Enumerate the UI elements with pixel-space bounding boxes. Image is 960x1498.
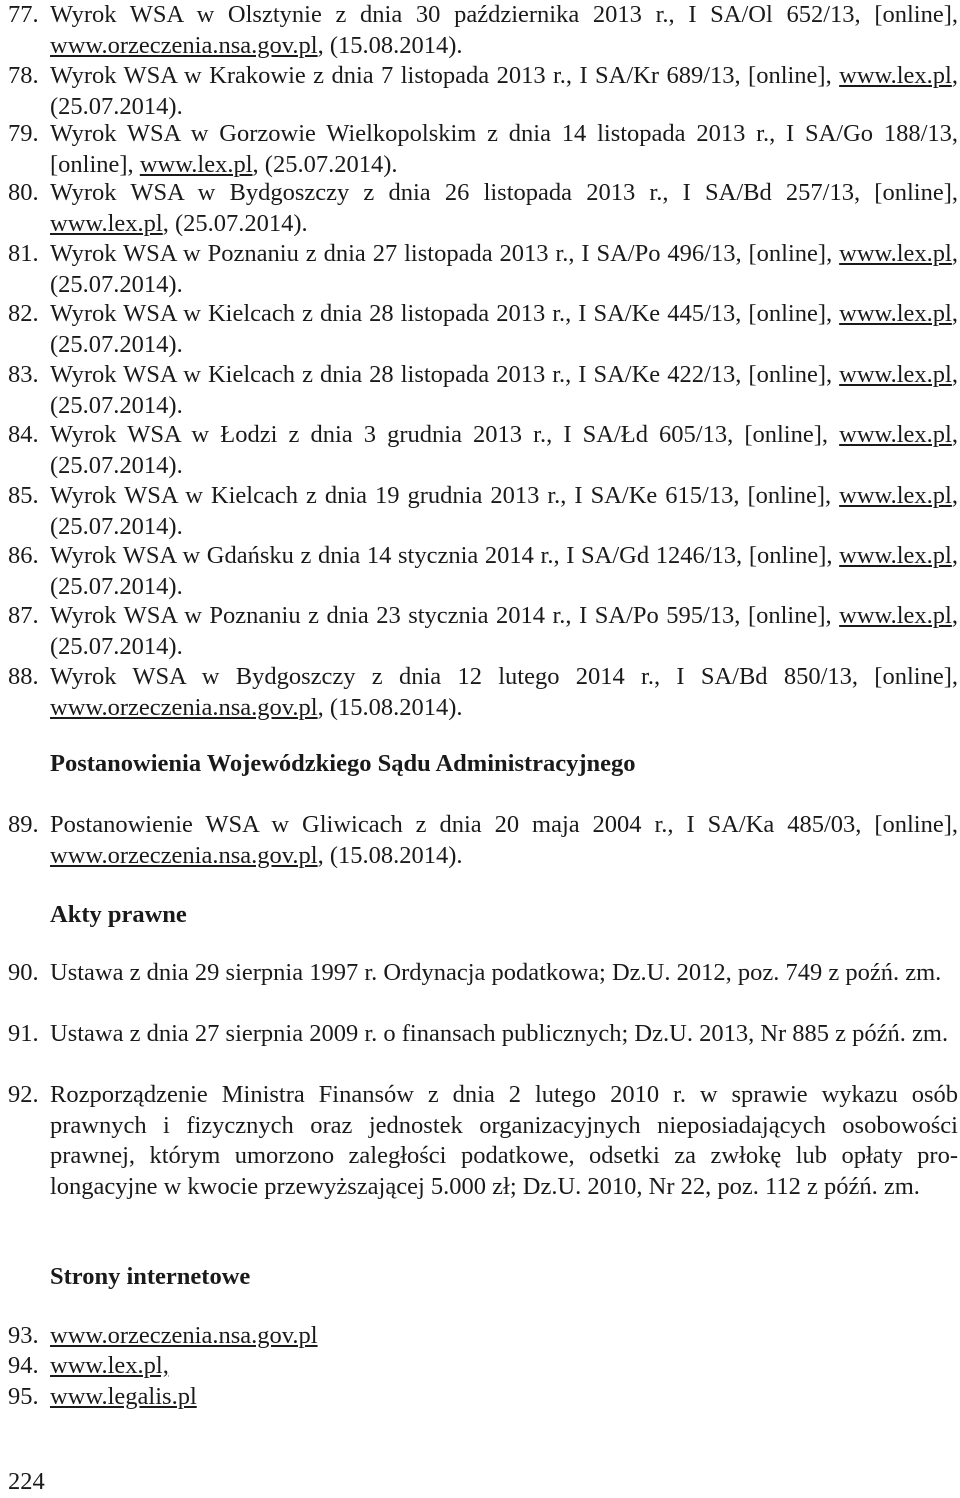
reference-item — [8, 1019, 958, 1050]
reference-text: Wyrok WSA w Kielcach z dnia 28 listopada 2013 r., I SA/Ke 445/13, [online], — [50, 300, 840, 327]
reference-number: 79. — [8, 120, 39, 147]
reference-item — [8, 119, 958, 180]
reference-number: 83. — [8, 361, 39, 388]
reference-link[interactable]: www.lex.pl — [839, 300, 952, 327]
section-heading-akty-prawne: Akty prawne — [50, 901, 187, 928]
reference-tail: , (25.07.2014). — [50, 240, 958, 298]
reference-number: 87. — [8, 602, 39, 629]
reference-text: Wyrok WSA w Bydgoszczy z dnia 26 listopada 2013 r., I SA/Bd 257/13, [online], — [50, 179, 958, 206]
reference-link[interactable]: www.lex.pl — [839, 361, 952, 388]
reference-text: Wyrok WSA w Poznaniu z dnia 27 listopada 2013 r., I SA/Po 496/13, [online], — [50, 240, 840, 267]
reference-link[interactable]: www.lex.pl — [839, 62, 952, 89]
reference-number: 88. — [8, 663, 39, 690]
reference-text: Wyrok WSA w Kielcach z dnia 28 listopada 2013 r., I SA/Ke 422/13, [online], — [50, 361, 840, 388]
section-heading-postanowienia: Postanowienia Wojewódzkiego Sądu Administracyjnego — [50, 750, 636, 777]
reference-item — [8, 810, 958, 871]
reference-tail: , (25.07.2014). — [162, 209, 308, 237]
reference-text: Postanowienie WSA w Gliwicach z dnia 20 maja 2004 r., I SA/Ka 485/03, [online], — [50, 811, 958, 838]
reference-number: 93. — [8, 1322, 39, 1349]
reference-item — [8, 239, 958, 300]
reference-tail: , (15.08.2014). — [317, 693, 463, 721]
section-heading-strony-internetowe: Strony internetowe — [50, 1263, 251, 1290]
reference-link[interactable]: www.orzeczenia.nsa.gov.pl — [50, 841, 318, 869]
reference-link[interactable]: www.lex.pl — [839, 482, 952, 509]
reference-text: Wyrok WSA w Poznaniu z dnia 23 stycznia 2014 r., I SA/Po 595/13, [online], — [50, 602, 840, 629]
reference-item — [8, 541, 958, 602]
reference-link[interactable]: www.orzeczenia.nsa.gov.pl — [50, 31, 318, 59]
reference-number: 95. — [8, 1383, 39, 1410]
reference-number: 86. — [8, 542, 39, 569]
page-number: 224 — [8, 1468, 45, 1495]
reference-number: 77. — [8, 1, 39, 28]
reference-number: 92. — [8, 1081, 39, 1108]
reference-number: 91. — [8, 1020, 39, 1047]
reference-tail: , (25.07.2014). — [50, 542, 958, 600]
reference-item — [8, 1382, 958, 1413]
reference-number: 78. — [8, 62, 39, 89]
reference-number: 89. — [8, 811, 39, 838]
reference-text: Ustawa z dnia 29 sierpnia 1997 r. Ordynacja podatkowa; Dz.U. 2012, poz. 749 z poźń. zm. — [50, 959, 942, 986]
reference-tail: , (25.07.2014). — [50, 482, 958, 540]
reference-link[interactable]: www.orzeczenia.nsa.gov.pl — [50, 693, 318, 721]
reference-item — [8, 61, 958, 122]
reference-number: 85. — [8, 482, 39, 509]
reference-number: 84. — [8, 421, 39, 448]
reference-item — [8, 1321, 958, 1352]
reference-tail: , (25.07.2014). — [50, 361, 958, 419]
reference-link[interactable]: www.lex.pl — [839, 421, 952, 448]
reference-link[interactable]: www.lex.pl — [839, 602, 952, 629]
reference-link[interactable]: www.orzeczenia.nsa.gov.pl — [50, 1322, 318, 1349]
reference-link[interactable]: www.lex.pl, — [50, 1352, 169, 1379]
reference-item — [8, 601, 958, 662]
reference-tail: , (15.08.2014). — [317, 31, 463, 59]
reference-tail: , (25.07.2014). — [50, 602, 958, 660]
reference-number: 82. — [8, 300, 39, 327]
reference-item — [8, 1351, 958, 1382]
reference-item — [8, 958, 958, 989]
reference-link[interactable]: www.lex.pl — [139, 150, 253, 178]
reference-item — [8, 1080, 958, 1203]
reference-link[interactable]: www.lex.pl — [50, 209, 163, 237]
reference-text: Wyrok WSA w Łodzi z dnia 3 grudnia 2013 r., I SA/Łd 605/13, [online], — [50, 421, 840, 448]
reference-tail: , (25.07.2014). — [252, 150, 398, 178]
reference-text: Wyrok WSA w Bydgoszczy z dnia 12 lutego 2014 r., I SA/Bd 850/13, [online], — [50, 663, 958, 690]
reference-text: Wyrok WSA w Gdańsku z dnia 14 stycznia 2014 r., I SA/Gd 1246/13, [online], — [50, 542, 840, 569]
reference-item — [8, 420, 958, 481]
reference-link[interactable]: www.lex.pl — [839, 240, 952, 267]
reference-number: 80. — [8, 179, 39, 206]
reference-tail: , (15.08.2014). — [317, 841, 463, 869]
reference-item — [8, 0, 958, 61]
reference-text: Ustawa z dnia 27 sierpnia 2009 r. o finansach publicznych; Dz.U. 2013, Nr 885 z późń. zm. — [50, 1020, 949, 1047]
reference-text: Wyrok WSA w Krakowie z dnia 7 listopada 2013 r., I SA/Kr 689/13, [online], — [50, 62, 840, 89]
reference-link[interactable]: www.legalis.pl — [50, 1383, 197, 1410]
reference-text: Wyrok WSA w Olsztynie z dnia 30 października 2013 r., I SA/Ol 652/13, [online], — [50, 1, 958, 28]
reference-number: 81. — [8, 240, 39, 267]
reference-number: 94. — [8, 1352, 39, 1379]
reference-number: 90. — [8, 959, 39, 986]
reference-tail: , (25.07.2014). — [50, 62, 958, 120]
reference-tail: , (25.07.2014). — [50, 300, 958, 358]
reference-item — [8, 178, 958, 239]
reference-item — [8, 360, 958, 421]
reference-text: Wyrok WSA w Kielcach z dnia 19 grudnia 2013 r., I SA/Ke 615/13, [online], — [50, 482, 840, 509]
reference-item — [8, 481, 958, 542]
reference-link[interactable]: www.lex.pl — [839, 542, 952, 569]
reference-item — [8, 299, 958, 360]
reference-tail: , (25.07.2014). — [50, 421, 958, 479]
reference-text: Rozporządzenie Ministra Finansów z dnia 2 lutego 2010 r. w sprawie wykazu osób prawnych i fizycznych oraz jednostek organizacyjnych nieposiadających osobowości prawnej, którym umorzono zaległości podatkowe, odsetki za zwłokę lub opłaty prolongacyjne w kwocie przewyższającej 5.000 zł; Dz.U. 2010, Nr 22, poz. 112 z późń. zm. — [50, 1081, 958, 1201]
reference-text: Wyrok WSA w Gorzowie Wielkopolskim z dnia 14 listopada 2013 r., I SA/Go 188/13, [online], — [50, 120, 958, 178]
reference-item — [8, 662, 958, 723]
